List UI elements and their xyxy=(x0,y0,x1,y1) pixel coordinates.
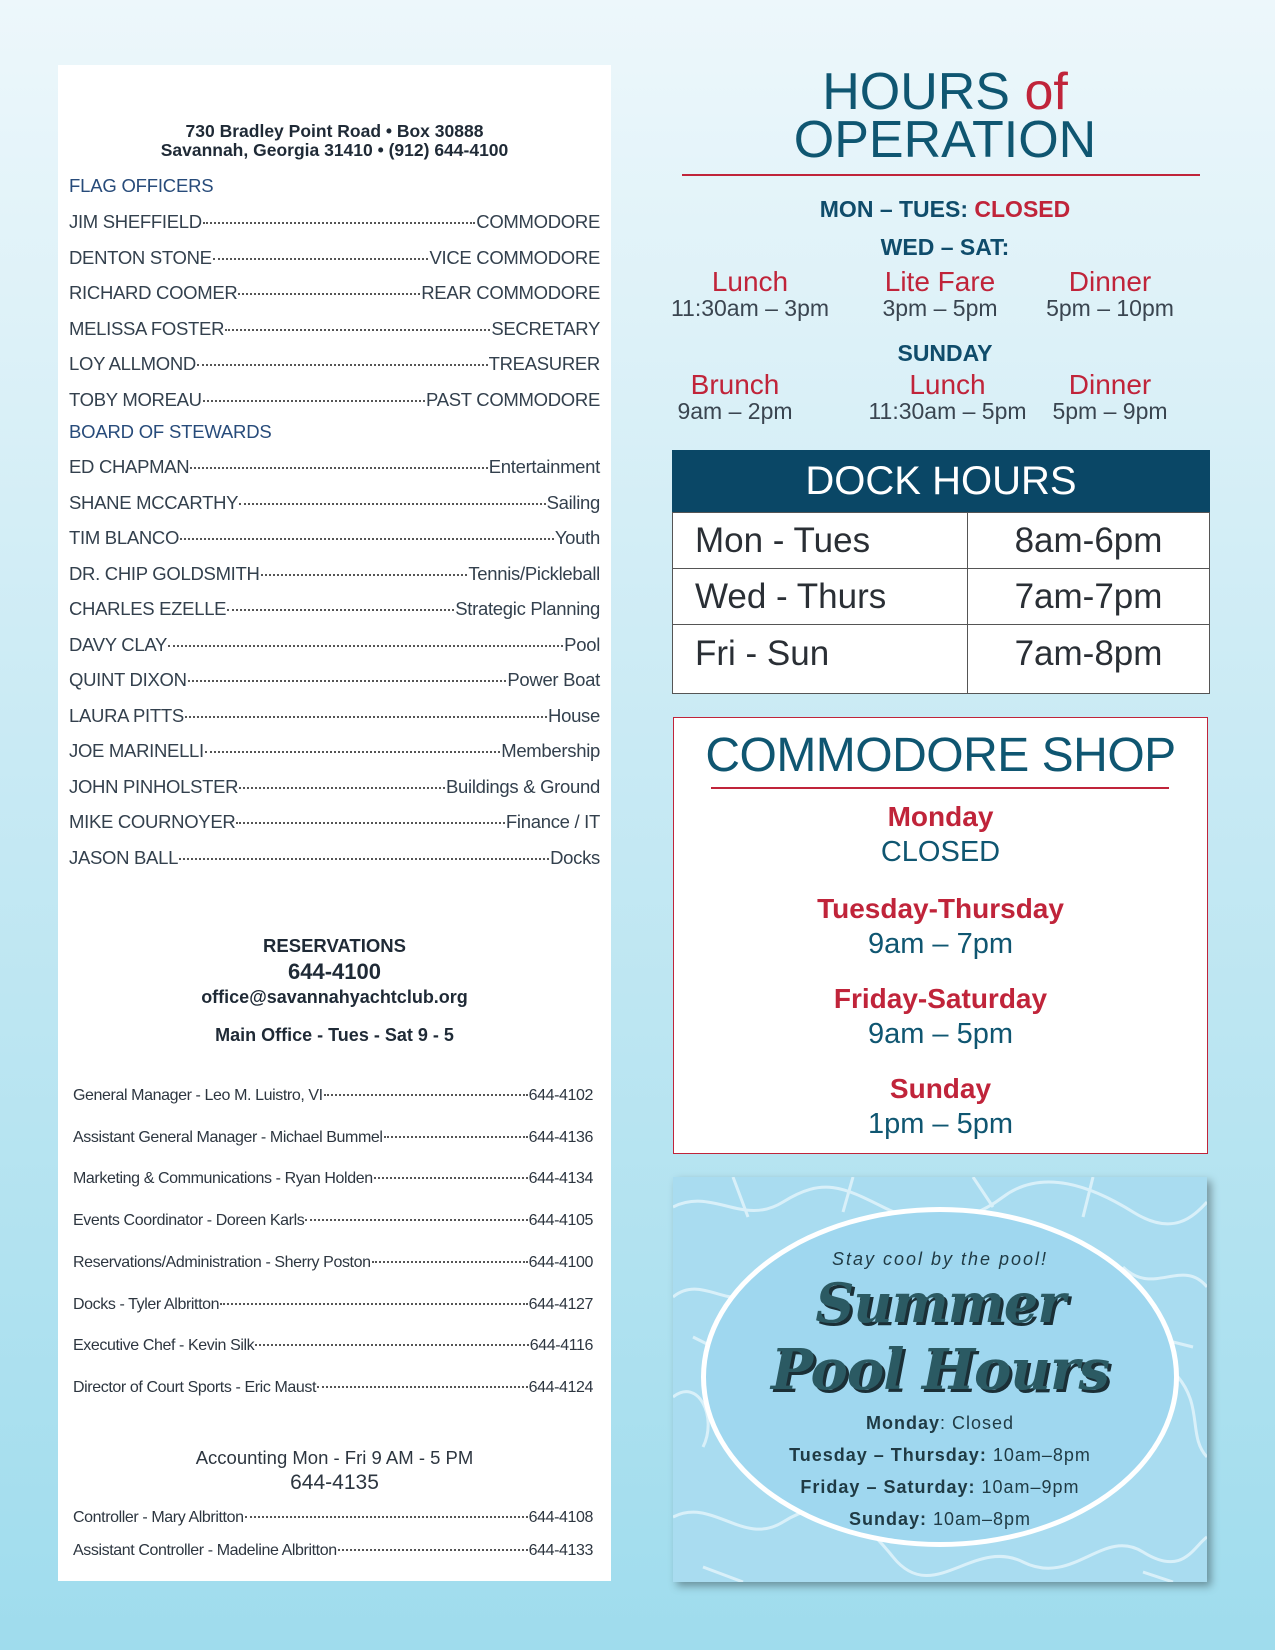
row-value: Membership xyxy=(501,740,600,761)
dock-day: Fri - Sun xyxy=(673,625,968,693)
row-value: 644-4102 xyxy=(528,1087,593,1104)
row-value: Tennis/Pickleball xyxy=(468,562,600,584)
title-divider xyxy=(682,174,1200,176)
row-value: 644-4133 xyxy=(528,1542,593,1559)
row-value: REAR COMMODORE xyxy=(421,282,600,303)
staff-row xyxy=(73,1337,593,1359)
directory-row xyxy=(69,776,600,802)
dock-row xyxy=(673,513,1209,569)
shop-time: 9am – 7pm xyxy=(867,928,1014,960)
dot-leader xyxy=(384,1136,528,1138)
directory-row xyxy=(69,211,600,237)
row-label: MIKE COURNOYER xyxy=(69,811,236,832)
dot-leader xyxy=(324,1094,528,1096)
row-value: 644-4105 xyxy=(528,1212,593,1230)
dot-leader xyxy=(338,1549,528,1551)
row-value: Docks xyxy=(550,846,600,868)
accounting-block xyxy=(58,1447,611,1495)
shop-day: Friday-Saturday xyxy=(833,983,1048,1014)
pool-time: 10am–8pm xyxy=(932,1509,1032,1529)
dot-leader xyxy=(180,538,554,540)
pool-row xyxy=(673,1445,1207,1466)
dot-leader xyxy=(188,680,507,682)
dock-hours-title: DOCK HOURS xyxy=(672,450,1210,512)
meal-time: 11:30am – 3pm xyxy=(670,295,830,321)
shop-time: 9am – 5pm xyxy=(867,1018,1014,1050)
dock-day: Wed - Thurs xyxy=(673,569,968,624)
row-value: 644-4136 xyxy=(528,1128,593,1146)
row-label: Controller - Mary Albritton xyxy=(73,1509,244,1526)
wed-sat-dinner xyxy=(1025,268,1195,320)
dot-leader xyxy=(203,222,475,224)
meal-time: 3pm – 5pm xyxy=(882,295,998,321)
row-label: DAVY CLAY xyxy=(69,633,168,655)
dot-leader xyxy=(255,1344,528,1346)
row-value: 644-4124 xyxy=(528,1378,593,1396)
meal-time: 5pm – 9pm xyxy=(1052,398,1168,424)
row-value: Power Boat xyxy=(507,669,600,690)
mon-tues-heading xyxy=(660,196,1230,223)
dock-row xyxy=(673,625,1209,693)
wed-sat-lite-fare xyxy=(850,268,1030,320)
directory-row xyxy=(69,247,600,273)
staff-row xyxy=(73,1542,593,1564)
main-office-hours: Main Office - Tues - Sat 9 - 5 xyxy=(215,1025,454,1045)
directory-row xyxy=(69,669,600,695)
row-label: QUINT DIXON xyxy=(69,669,187,690)
dot-leader xyxy=(305,1219,527,1221)
directory-row xyxy=(69,740,600,766)
pool-title-pool-hours: Pool Hours xyxy=(770,1337,1110,1403)
meal-time: 11:30am – 5pm xyxy=(868,398,1027,424)
pool-time: Closed xyxy=(952,1413,1015,1433)
reservations-phone: 644-4100 xyxy=(288,959,381,984)
row-label: Marketing & Communications - Ryan Holden xyxy=(73,1170,373,1188)
pool-row xyxy=(673,1509,1207,1530)
row-value: Finance / IT xyxy=(505,811,600,832)
row-value: COMMODORE xyxy=(476,211,600,232)
mon-tues-status: CLOSED xyxy=(974,196,1071,222)
staff-row xyxy=(73,1129,593,1151)
dock-time: 8am-6pm xyxy=(1014,521,1163,560)
row-value: 644-4108 xyxy=(528,1509,593,1526)
shop-time: CLOSED xyxy=(880,836,1001,868)
row-label: Reservations/Administration - Sherry Poston xyxy=(73,1253,371,1271)
commodore-shop-box xyxy=(673,717,1208,1154)
dock-day: Mon - Tues xyxy=(673,513,968,568)
row-label: Docks - Tyler Albritton xyxy=(73,1295,220,1313)
row-value: TREASURER xyxy=(488,353,600,374)
directory-panel xyxy=(58,65,611,1581)
sunday-brunch xyxy=(655,371,815,423)
row-value: Pool xyxy=(564,633,600,655)
row-value: PAST COMMODORE xyxy=(426,388,600,410)
pool-title-summer: Summer xyxy=(815,1271,1065,1335)
shop-day: Monday xyxy=(887,801,994,832)
row-value: 644-4116 xyxy=(529,1337,593,1355)
row-value: Sailing xyxy=(546,491,600,513)
staff-row xyxy=(73,1379,593,1401)
staff-row xyxy=(73,1087,593,1109)
row-value: Youth xyxy=(554,527,600,548)
dot-leader xyxy=(213,258,429,260)
meal-time: 5pm – 10pm xyxy=(1046,295,1174,321)
row-value: 644-4134 xyxy=(528,1170,593,1188)
directory-row xyxy=(69,563,600,589)
row-label: RICHARD COOMER xyxy=(69,282,238,303)
row-value: 644-4127 xyxy=(528,1295,593,1313)
row-value: Strategic Planning xyxy=(455,598,600,619)
staff-row xyxy=(73,1509,593,1531)
meal-name: Dinner xyxy=(1068,266,1152,297)
row-label: LOY ALLMOND xyxy=(69,353,196,374)
row-label: JASON BALL xyxy=(69,846,179,868)
dot-leader xyxy=(239,503,545,505)
sunday-dinner xyxy=(1035,371,1185,423)
meal-name: Brunch xyxy=(690,369,780,400)
row-value: VICE COMMODORE xyxy=(429,246,600,268)
flag-officers-heading: FLAG OFFICERS xyxy=(69,175,214,196)
dot-leader xyxy=(197,364,488,366)
dot-leader xyxy=(261,574,468,576)
row-label: LAURA PITTS xyxy=(69,704,184,726)
directory-row xyxy=(69,353,600,379)
directory-row xyxy=(69,811,600,837)
meal-name: Lunch xyxy=(909,369,986,400)
row-label: General Manager - Leo M. Luistro, VI xyxy=(73,1087,323,1104)
row-label: SHANE MCCARTHY xyxy=(69,491,239,513)
pool-tagline: Stay cool by the pool! xyxy=(831,1249,1049,1269)
reservations-block xyxy=(58,935,611,1046)
board-of-stewards-heading: BOARD OF STEWARDS xyxy=(69,421,272,442)
pool-time: 10am–9pm xyxy=(981,1477,1080,1497)
address-line-2: Savannah, Georgia 31410 • (912) 644-4100 xyxy=(160,140,509,160)
dot-leader xyxy=(236,822,504,824)
row-value: SECRETARY xyxy=(491,317,600,339)
directory-row xyxy=(69,318,600,344)
dot-leader xyxy=(225,329,490,331)
row-label: DR. CHIP GOLDSMITH xyxy=(69,562,260,584)
dot-leader xyxy=(179,858,549,860)
row-label: MELISSA FOSTER xyxy=(69,317,225,339)
shop-divider xyxy=(711,787,1169,789)
sunday-heading: SUNDAY xyxy=(897,340,993,366)
reservations-label: RESERVATIONS xyxy=(263,935,406,956)
pool-time: 10am–8pm xyxy=(992,1445,1091,1465)
row-label: TOBY MOREAU xyxy=(69,388,202,410)
wed-sat-lunch xyxy=(660,268,840,320)
sunday-lunch xyxy=(855,371,1040,423)
title-operation: OPERATION xyxy=(793,111,1097,169)
accounting-hours: Accounting Mon - Fri 9 AM - 5 PM xyxy=(195,1447,474,1468)
dot-leader xyxy=(372,1261,528,1263)
meal-time: 9am – 2pm xyxy=(677,398,793,424)
pool-day: Tuesday – Thursday: xyxy=(789,1445,987,1465)
summer-pool-hours-box xyxy=(673,1177,1207,1582)
row-label: JOE MARINELLI xyxy=(69,740,204,761)
directory-row xyxy=(69,282,600,308)
reservations-email[interactable]: office@savannahyachtclub.org xyxy=(201,987,468,1007)
row-label: TIM BLANCO xyxy=(69,527,180,548)
row-label: ED CHAPMAN xyxy=(69,456,190,477)
row-label: Executive Chef - Kevin Silk xyxy=(73,1337,255,1355)
pool-row xyxy=(673,1413,1207,1434)
staff-row xyxy=(73,1212,593,1234)
row-label: JIM SHEFFIELD xyxy=(69,211,202,232)
row-label: Assistant Controller - Madeline Albritton xyxy=(73,1542,337,1559)
row-value: Entertainment xyxy=(488,456,600,477)
dot-leader xyxy=(190,467,487,469)
dock-hours-table xyxy=(672,512,1210,694)
row-value: Buildings & Ground xyxy=(445,775,600,797)
dot-leader xyxy=(185,716,547,718)
pool-day: Friday – Saturday: xyxy=(800,1477,976,1497)
pool-sep: : xyxy=(939,1413,952,1433)
shop-time: 1pm – 5pm xyxy=(867,1108,1014,1140)
staff-row xyxy=(73,1254,593,1276)
row-label: Director of Court Sports - Eric Maust xyxy=(73,1378,317,1396)
pool-row xyxy=(673,1477,1207,1498)
dot-leader xyxy=(317,1386,528,1388)
meal-name: Dinner xyxy=(1068,369,1152,400)
directory-row xyxy=(69,389,600,415)
address-line-1: 730 Bradley Point Road • Box 30888 xyxy=(185,121,484,141)
wed-sat-heading: WED – SAT: xyxy=(880,234,1010,260)
club-address xyxy=(58,122,611,160)
dot-leader xyxy=(374,1177,528,1179)
pool-day: Sunday: xyxy=(848,1509,927,1529)
dot-leader xyxy=(205,751,500,753)
hours-of-operation-title xyxy=(680,63,1210,169)
mon-tues-label: MON – TUES: xyxy=(819,196,968,222)
shop-day: Tuesday-Thursday xyxy=(817,893,1064,924)
dock-row xyxy=(673,569,1209,625)
directory-row xyxy=(69,705,600,731)
directory-row xyxy=(69,492,600,518)
accounting-phone: 644-4135 xyxy=(290,1471,379,1494)
meal-name: Lunch xyxy=(711,266,789,297)
dot-leader xyxy=(220,1303,527,1305)
directory-row xyxy=(69,634,600,660)
directory-row xyxy=(69,598,600,624)
dot-leader xyxy=(238,293,420,295)
row-label: DENTON STONE xyxy=(69,246,212,268)
title-hours: HOURS xyxy=(822,63,1010,121)
row-label: JOHN PINHOLSTER xyxy=(69,775,239,797)
row-label: Events Coordinator - Doreen Karls xyxy=(73,1212,305,1230)
dot-leader xyxy=(168,645,563,647)
dot-leader xyxy=(245,1516,528,1518)
directory-row xyxy=(69,456,600,482)
pool-day: Monday xyxy=(865,1413,940,1433)
directory-row xyxy=(69,527,600,553)
dot-leader xyxy=(227,609,454,611)
dock-time: 7am-8pm xyxy=(1014,634,1163,673)
meal-name: Lite Fare xyxy=(884,266,996,297)
staff-row xyxy=(73,1296,593,1318)
dot-leader xyxy=(203,400,425,402)
row-value: 644-4100 xyxy=(528,1253,593,1271)
commodore-shop-title: COMMODORE SHOP xyxy=(705,729,1176,782)
row-label: Assistant General Manager - Michael Bummel xyxy=(73,1128,383,1146)
shop-day: Sunday xyxy=(889,1073,992,1104)
title-of: of xyxy=(1024,63,1068,121)
directory-row xyxy=(69,847,600,873)
dot-leader xyxy=(239,787,445,789)
row-label: CHARLES EZELLE xyxy=(69,598,227,619)
row-value: House xyxy=(548,704,600,726)
staff-row xyxy=(73,1170,593,1192)
dock-time: 7am-7pm xyxy=(1014,577,1163,616)
